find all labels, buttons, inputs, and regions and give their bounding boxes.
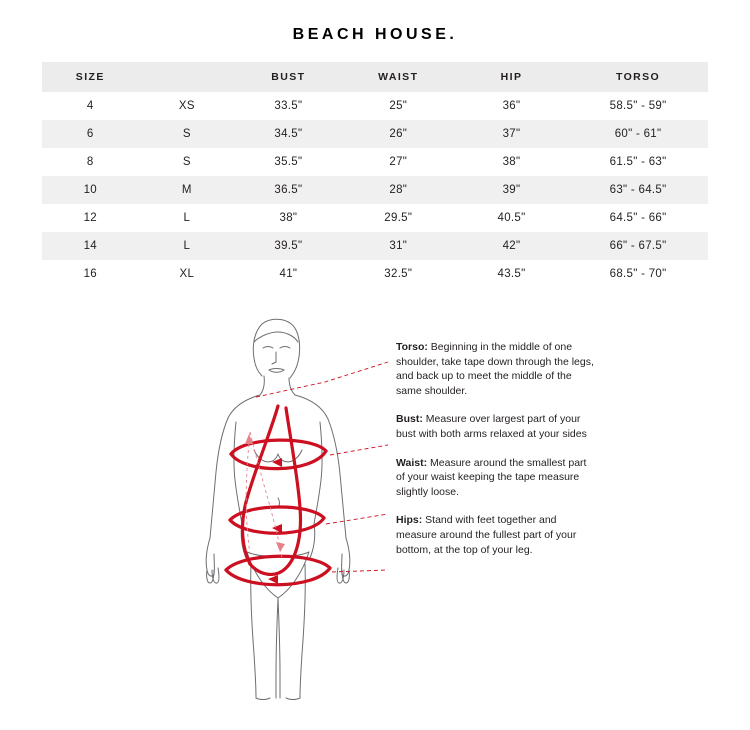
note-waist-text: Measure around the smallest part of your waist keeping the tape measure slightly loose.: [396, 456, 587, 498]
note-hips-text: Stand with feet together and measure around the fullest part of your bottom, at the top of your leg.: [396, 514, 577, 556]
measurement-diagram: [0, 302, 750, 702]
cell-bust: 33.5": [274, 100, 303, 112]
cell-hip: 36": [502, 100, 521, 112]
size-chart-table: [42, 62, 708, 288]
cell-hip: 43.5": [497, 268, 526, 280]
cell-bust: 41": [279, 268, 298, 280]
column-header-size: SIZE: [42, 62, 139, 92]
table-row: [42, 260, 708, 288]
cell-waist: 26": [342, 120, 455, 148]
cell-bust: 39.5": [235, 232, 342, 260]
note-bust-text: Measure over largest part of your bust with both arms relaxed at your sides: [396, 413, 587, 440]
cell-letter: L: [139, 232, 236, 260]
measurement-instructions: [396, 340, 596, 557]
cell-torso: 68.5" - 70": [609, 268, 667, 280]
table-row: [42, 204, 708, 232]
cell-torso: 60" - 61": [568, 120, 708, 148]
cell-letter: L: [183, 212, 191, 224]
female-figure-illustration: [150, 302, 410, 702]
table-header-row: [42, 62, 708, 92]
table-row: [42, 176, 708, 204]
brand-title: BEACH HOUSE.: [292, 26, 458, 43]
table-body: [42, 92, 708, 288]
cell-waist: 29.5": [384, 212, 413, 224]
column-header-hip: HIP: [455, 62, 568, 92]
note-waist-label: Waist:: [396, 456, 428, 469]
cell-bust: 34.5": [235, 120, 342, 148]
note-torso-label: Torso:: [396, 341, 428, 353]
cell-size: 16: [83, 268, 97, 280]
cell-bust: 38": [279, 212, 298, 224]
table-row: [42, 120, 708, 148]
cell-letter: XS: [178, 100, 195, 112]
cell-waist: 27": [389, 156, 408, 168]
cell-waist: 28": [342, 176, 455, 204]
cell-bust: 35.5": [274, 156, 303, 168]
column-header-waist: WAIST: [342, 62, 455, 92]
table-header: [42, 62, 708, 92]
cell-waist: 25": [389, 100, 408, 112]
note-hips: [396, 513, 596, 557]
cell-size: 4: [86, 100, 94, 112]
cell-letter: XL: [179, 268, 195, 280]
cell-waist: 31": [342, 232, 455, 260]
table-row: [42, 92, 708, 120]
note-hips-label: Hips:: [396, 514, 423, 527]
cell-hip: 42": [455, 232, 568, 260]
column-header-letter: [139, 62, 236, 92]
cell-torso: 63" - 64.5": [568, 176, 708, 204]
cell-bust: 36.5": [235, 176, 342, 204]
note-torso: [396, 340, 596, 398]
table-row: [42, 148, 708, 176]
cell-size: 14: [42, 232, 139, 260]
cell-waist: 32.5": [384, 268, 413, 280]
size-chart-container: [42, 62, 708, 288]
cell-torso: 66" - 67.5": [568, 232, 708, 260]
cell-size: 10: [42, 176, 139, 204]
cell-letter: M: [139, 176, 236, 204]
cell-letter: S: [139, 120, 236, 148]
column-header-torso: TORSO: [568, 62, 708, 92]
cell-torso: 64.5" - 66": [609, 212, 667, 224]
cell-hip: 40.5": [497, 212, 526, 224]
note-bust-label: Bust:: [396, 413, 423, 426]
cell-size: 6: [42, 120, 139, 148]
cell-hip: 38": [502, 156, 521, 168]
cell-torso: 61.5" - 63": [609, 156, 667, 168]
column-header-bust: BUST: [235, 62, 342, 92]
cell-hip: 39": [455, 176, 568, 204]
cell-hip: 37": [455, 120, 568, 148]
note-bust: [396, 412, 596, 441]
cell-size: 8: [86, 156, 94, 168]
cell-size: 12: [83, 212, 97, 224]
cell-letter: S: [182, 156, 191, 168]
table-row: [42, 232, 708, 260]
note-waist: [396, 456, 596, 500]
note-torso-text: Beginning in the middle of one shoulder, take tape down through the legs, and back up to meet the middle of the same shoulder.: [396, 341, 594, 397]
cell-torso: 58.5" - 59": [609, 100, 667, 112]
